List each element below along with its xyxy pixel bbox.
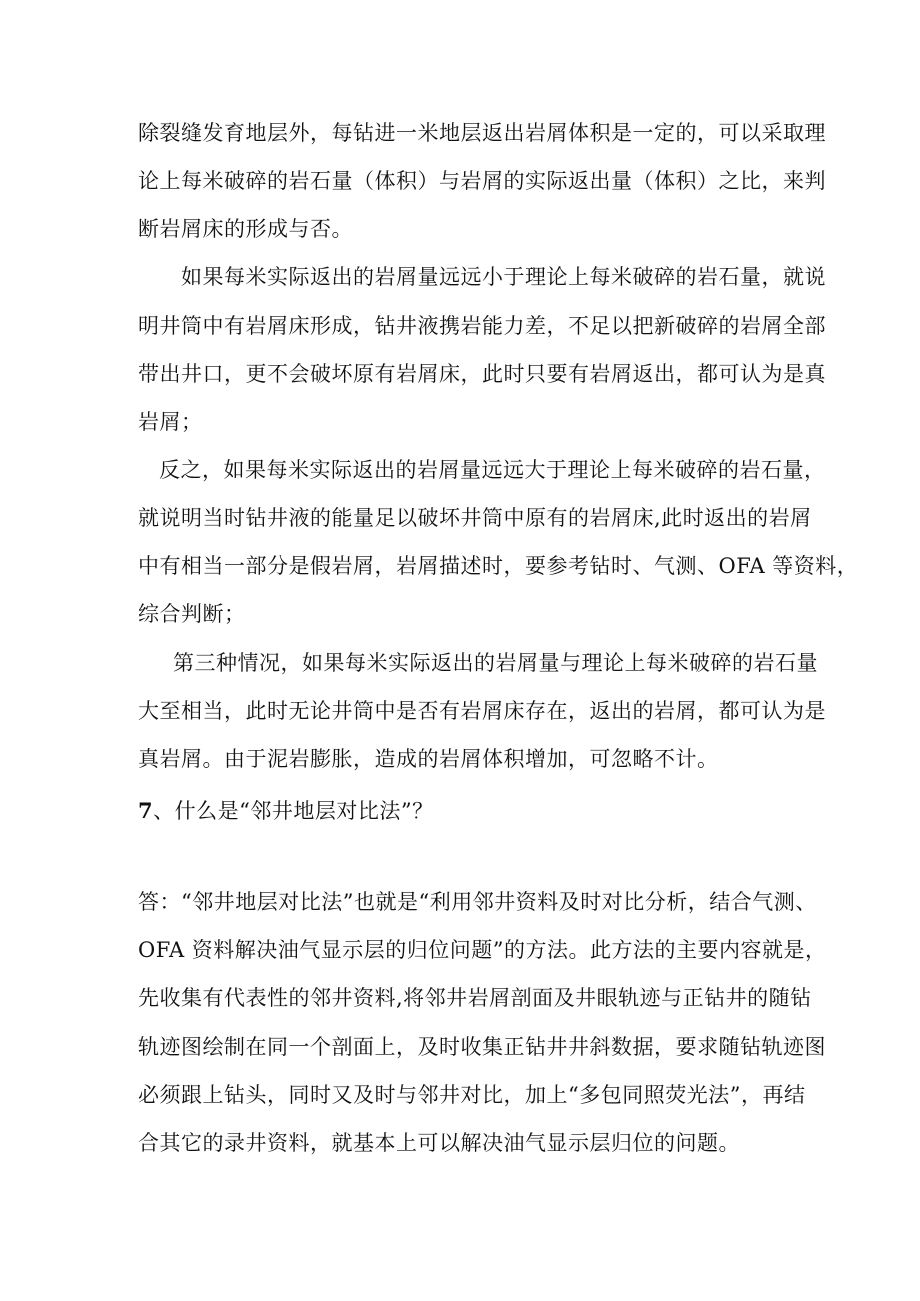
paragraph-2-line-2: 明井筒中有岩屑床形成，钻井液携岩能力差，不足以把新破碎的岩屑全部 — [138, 314, 826, 338]
paragraph-3-line-1: 反之，如果每米实际返出的岩屑量远远大于理论上每米破碎的岩石量， — [159, 458, 826, 482]
paragraph-2-line-1: 如果每米实际返出的岩屑量远远小于理论上每米破碎的岩石量，就说 — [181, 265, 826, 289]
answer-line-4: 轨迹图绘制在同一个剖面上，及时收集正钻井井斜数据，要求随钻轨迹图 — [138, 1035, 826, 1059]
paragraph-4-line-1: 第三种情况，如果每米实际返出的岩屑量与理论上每米破碎的岩石量 — [173, 651, 818, 675]
question-7-heading — [138, 796, 434, 826]
answer-line-2: OFA 资料解决油气显示层的归位问题”的方法。此方法的主要内容就是， — [138, 938, 827, 962]
answer-line-3: 先收集有代表性的邻井资料,将邻井岩屑剖面及井眼轨迹与正钻井的随钻 — [138, 986, 812, 1010]
answer-line-5: 必须跟上钻头，同时又及时与邻井对比，加上“多包同照荧光法”，再结 — [138, 1083, 806, 1107]
paragraph-4-line-2: 大至相当，此时无论井筒中是否有岩屑床存在，返出的岩屑，都可认为是 — [138, 699, 826, 723]
paragraph-4-line-3: 真岩屑。由于泥岩膨胀，造成的岩屑体积增加，可忽略不计。 — [138, 747, 719, 771]
question-number: 7 — [138, 798, 154, 823]
paragraph-2-line-3: 带出井口，更不会破坏原有岩屑床，此时只要有岩屑返出，都可认为是真 — [138, 362, 826, 386]
paragraph-1-line-3: 断岩屑床的形成与否。 — [138, 217, 353, 241]
answer-line-6: 合其它的录井资料，就基本上可以解决油气显示层归位的问题。 — [138, 1131, 740, 1155]
question-text: 、什么是“邻井地层对比法”？ — [153, 799, 434, 823]
paragraph-3-line-3: 中有相当一部分是假岩屑，岩屑描述时，要参考钻时、气测、OFA 等资料， — [138, 554, 859, 578]
answer-line-1: 答：“邻井地层对比法”也就是“利用邻井资料及时对比分析，结合气测、 — [138, 890, 817, 914]
paragraph-2-line-4: 岩屑； — [138, 410, 203, 434]
paragraph-1-line-1: 除裂缝发育地层外，每钻进一米地层返出岩屑体积是一定的，可以采取理 — [138, 121, 826, 145]
paragraph-3-line-2: 就说明当时钻井液的能量足以破坏井筒中原有的岩屑床,此时返出的岩屑 — [138, 506, 812, 530]
paragraph-3-line-4: 综合判断； — [138, 602, 246, 626]
paragraph-1-line-2: 论上每米破碎的岩石量（体积）与岩屑的实际返出量（体积）之比，来判 — [138, 169, 826, 193]
